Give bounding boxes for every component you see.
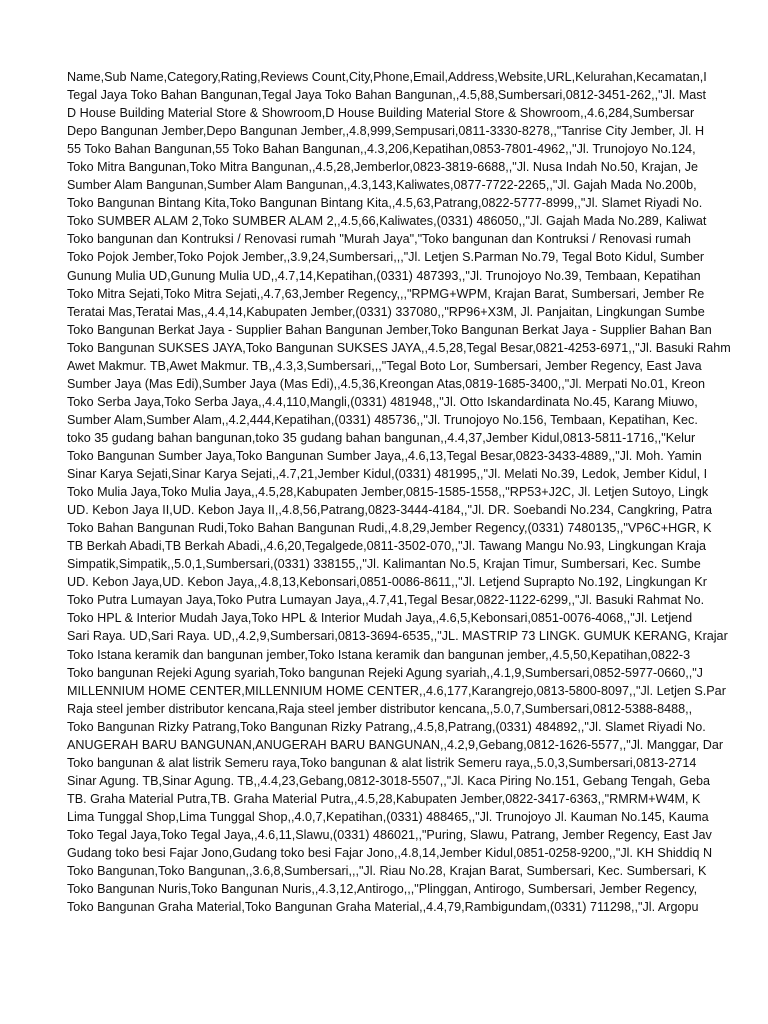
csv-data-row: Sumber Jaya (Mas Edi),Sumber Jaya (Mas Edi),,4.5,36,Kreongan Atas,0819-1685-3400,,"Jl. Merpati No.01, Kreon bbox=[67, 376, 705, 391]
csv-data-row: Toko bangunan & alat listrik Semeru raya,Toko bangunan & alat listrik Semeru raya,,5.0,3,Sumbersari,0813-2714 bbox=[67, 755, 697, 770]
csv-data-row: Toko Bangunan,Toko Bangunan,,3.6,8,Sumbersari,,,"Jl. Riau No.28, Krajan Barat, Sumbersari, Kec. Sumbersari, K bbox=[67, 864, 707, 879]
csv-data-row: Toko SUMBER ALAM 2,Toko SUMBER ALAM 2,,4.5,66,Kaliwates,(0331) 486050,,"Jl. Gajah Mada No.289, Kaliwat bbox=[67, 214, 707, 229]
csv-data-row: Toko Bangunan Graha Material,Toko Bangunan Graha Material,,4.4,79,Rambigundam,(0331) 711298,,"Jl. Argopu bbox=[67, 900, 699, 915]
csv-data-row: UD. Kebon Jaya,UD. Kebon Jaya,,4.8,13,Kebonsari,0851-0086-8611,,"Jl. Letjend Suprapto No.192, Lingkungan Kr bbox=[67, 575, 707, 590]
csv-data-row: Toko Bangunan Nuris,Toko Bangunan Nuris,,4.3,12,Antirogo,,,"Plinggan, Antirogo, Sumbersari, Jember Regency, bbox=[67, 882, 698, 897]
csv-data-row: D House Building Material Store & Showroom,D House Building Material Store & Showroom,,4.6,284,Sumbersar bbox=[67, 106, 695, 121]
csv-data-row: toko 35 gudang bahan bangunan,toko 35 gudang bahan bangunan,,4.4,37,Jember Kidul,0813-5811-1716,,"Kelur bbox=[67, 430, 696, 445]
csv-data-row: ANUGERAH BARU BANGUNAN,ANUGERAH BARU BANGUNAN,,4.2,9,Gebang,0812-1626-5577,,"Jl. Manggar, Dar bbox=[67, 737, 724, 752]
csv-data-row: Toko Serba Jaya,Toko Serba Jaya,,4.4,110,Mangli,(0331) 481948,,"Jl. Otto Iskandardinata No.45, Karang Miuwo, bbox=[67, 394, 698, 409]
csv-data-row: Depo Bangunan Jember,Depo Bangunan Jember,,4.8,999,Sempusari,0811-3330-8278,,"Tanrise City Jember, Jl. H bbox=[67, 124, 705, 139]
csv-data-row: 55 Toko Bahan Bangunan,55 Toko Bahan Bangunan,,4.3,206,Kepatihan,0853-7801-4962,,"Jl. Trunojoyo No.124, bbox=[67, 142, 696, 157]
csv-data-row: Gunung Mulia UD,Gunung Mulia UD,,4.7,14,Kepatihan,(0331) 487393,,"Jl. Trunojoyo No.39, Tembaan, Kepatihan bbox=[67, 268, 701, 283]
csv-data-row: TB. Graha Material Putra,TB. Graha Material Putra,,4.5,28,Kabupaten Jember,0822-3417-6363,,"RMRM+W4M, K bbox=[67, 791, 701, 806]
csv-data-row: Toko Tegal Jaya,Toko Tegal Jaya,,4.6,11,Slawu,(0331) 486021,,"Puring, Slawu, Patrang, Jember Regency, East Jav bbox=[67, 827, 712, 842]
csv-data-row: Toko Mulia Jaya,Toko Mulia Jaya,,4.5,28,Kabupaten Jember,0815-1585-1558,,"RP53+J2C, Jl. Letjen Sutoyo, Lingk bbox=[67, 485, 709, 500]
csv-data-row: Toko Mitra Sejati,Toko Mitra Sejati,,4.7,63,Jember Regency,,,"RPMG+WPM, Krajan Barat, Sumbersari, Jember Re bbox=[67, 286, 705, 301]
csv-data-row: Toko Pojok Jember,Toko Pojok Jember,,3.9,24,Sumbersari,,,"Jl. Letjen S.Parman No.79, Tegal Boto Kidul, Sumber bbox=[67, 250, 705, 265]
csv-data-row: Toko Bangunan Bintang Kita,Toko Bangunan Bintang Kita,,4.5,63,Patrang,0822-5777-8999,,"Jl. Slamet Riyadi No. bbox=[67, 196, 703, 211]
csv-data-row: Lima Tunggal Shop,Lima Tunggal Shop,,4.0,7,Kepatihan,(0331) 488465,,"Jl. Trunojoyo Jl. Kauman No.145, Kauma bbox=[67, 809, 709, 824]
csv-data-row: Toko Bangunan Sumber Jaya,Toko Bangunan Sumber Jaya,,4.6,13,Tegal Besar,0823-3433-4889,,"Jl. Moh. Yamin bbox=[67, 448, 702, 463]
csv-data-row: Gudang toko besi Fajar Jono,Gudang toko besi Fajar Jono,,4.8,14,Jember Kidul,0851-0258-9200,,"Jl. KH Shiddiq N bbox=[67, 846, 713, 861]
csv-data-row: UD. Kebon Jaya II,UD. Kebon Jaya II,,4.8,56,Patrang,0823-3444-4184,,"Jl. DR. Soebandi No.234, Cangkring, Patra bbox=[67, 503, 713, 518]
csv-data-row: Sinar Karya Sejati,Sinar Karya Sejati,,4.7,21,Jember Kidul,(0331) 481995,,"Jl. Melati No.39, Ledok, Jember Kidul, I bbox=[67, 467, 708, 482]
csv-data-row: Toko Bangunan Berkat Jaya - Supplier Bahan Bangunan Jember,Toko Bangunan Berkat Jaya - Supplier Bahan Ban bbox=[67, 322, 712, 337]
csv-data-row: Toko Bahan Bangunan Rudi,Toko Bahan Bangunan Rudi,,4.8,29,Jember Regency,(0331) 7480135,,"VP6C+HGR, K bbox=[67, 521, 712, 536]
csv-data-row: Toko Bangunan Rizky Patrang,Toko Bangunan Rizky Patrang,,4.5,8,Patrang,(0331) 484892,,"Jl. Slamet Riyadi No. bbox=[67, 719, 706, 734]
csv-data-row: Sari Raya. UD,Sari Raya. UD,,4.2,9,Sumbersari,0813-3694-6535,,"JL. MASTRIP 73 LINGK. GUMUK KERANG, Krajar bbox=[67, 629, 728, 644]
csv-text-block bbox=[67, 68, 768, 916]
csv-data-row: Toko Bangunan SUKSES JAYA,Toko Bangunan SUKSES JAYA,,4.5,28,Tegal Besar,0821-4253-6971,,"Jl. Basuki Rahm bbox=[67, 340, 731, 355]
csv-data-row: Toko Istana keramik dan bangunan jember,Toko Istana keramik dan bangunan jember,,4.5,50,Kepatihan,0822-3 bbox=[67, 647, 691, 662]
csv-data-row: TB Berkah Abadi,TB Berkah Abadi,,4.6,20,Tegalgede,0811-3502-070,,"Jl. Tawang Mangu No.93, Lingkungan Kraja bbox=[67, 539, 707, 554]
csv-data-row: Sumber Alam Bangunan,Sumber Alam Bangunan,,4.3,143,Kaliwates,0877-7722-2265,,"Jl. Gajah Mada No.200b, bbox=[67, 178, 697, 193]
csv-data-row: Sumber Alam,Sumber Alam,,4.2,444,Kepatihan,(0331) 485736,,"Jl. Trunojoyo No.156, Tembaan, Kepatihan, Kec. bbox=[67, 412, 698, 427]
csv-data-row: Teratai Mas,Teratai Mas,,4.4,14,Kabupaten Jember,(0331) 337080,,"RP96+X3M, Jl. Panjaitan, Lingkungan Sumbe bbox=[67, 304, 705, 319]
csv-data-row: Raja steel jember distributor kencana,Raja steel jember distributor kencana,,5.0,7,Sumbersari,0812-5388-8488,, bbox=[67, 701, 693, 716]
csv-data-row: Toko HPL & Interior Mudah Jaya,Toko HPL & Interior Mudah Jaya,,4.6,5,Kebonsari,0851-0076-4068,,"Jl. Letjend bbox=[67, 611, 693, 626]
csv-data-row: Toko bangunan Rejeki Agung syariah,Toko bangunan Rejeki Agung syariah,,4.1,9,Sumbersari,0852-5977-0660,,"J bbox=[67, 665, 703, 680]
csv-header-row: Name,Sub Name,Category,Rating,Reviews Count,City,Phone,Email,Address,Website,URL,Kelurahan,Kecamatan,I bbox=[67, 70, 707, 84]
csv-data-row: Toko Putra Lumayan Jaya,Toko Putra Lumayan Jaya,,4.7,41,Tegal Besar,0822-1122-6299,,"Jl. Basuki Rahmat No. bbox=[67, 593, 705, 608]
csv-data-row: Tegal Jaya Toko Bahan Bangunan,Tegal Jaya Toko Bahan Bangunan,,4.5,88,Sumbersari,0812-3451-262,,"Jl. Mast bbox=[67, 88, 707, 103]
csv-data-row: Awet Makmur. TB,Awet Makmur. TB,,4.3,3,Sumbersari,,,"Tegal Boto Lor, Sumbersari, Jember Regency, East Java bbox=[67, 358, 702, 373]
csv-data-row: Toko Mitra Bangunan,Toko Mitra Bangunan,,4.5,28,Jemberlor,0823-3819-6688,,"Jl. Nusa Indah No.50, Krajan, Je bbox=[67, 160, 699, 175]
csv-data-row: Simpatik,Simpatik,,5.0,1,Sumbersari,(0331) 338155,,"Jl. Kalimantan No.5, Krajan Timur, Sumbersari, Kec. Sumbe bbox=[67, 557, 701, 572]
csv-data-row: Sinar Agung. TB,Sinar Agung. TB,,4.4,23,Gebang,0812-3018-5507,,"Jl. Kaca Piring No.151, Gebang Tengah, Geba bbox=[67, 773, 711, 788]
csv-data-row: MILLENNIUM HOME CENTER,MILLENNIUM HOME CENTER,,4.6,177,Karangrejo,0813-5800-8097,,"Jl. Letjen S.Par bbox=[67, 683, 726, 698]
csv-data-row: Toko bangunan dan Kontruksi / Renovasi rumah "Murah Jaya","Toko bangunan dan Kontruksi / Renovasi rumah bbox=[67, 232, 691, 247]
